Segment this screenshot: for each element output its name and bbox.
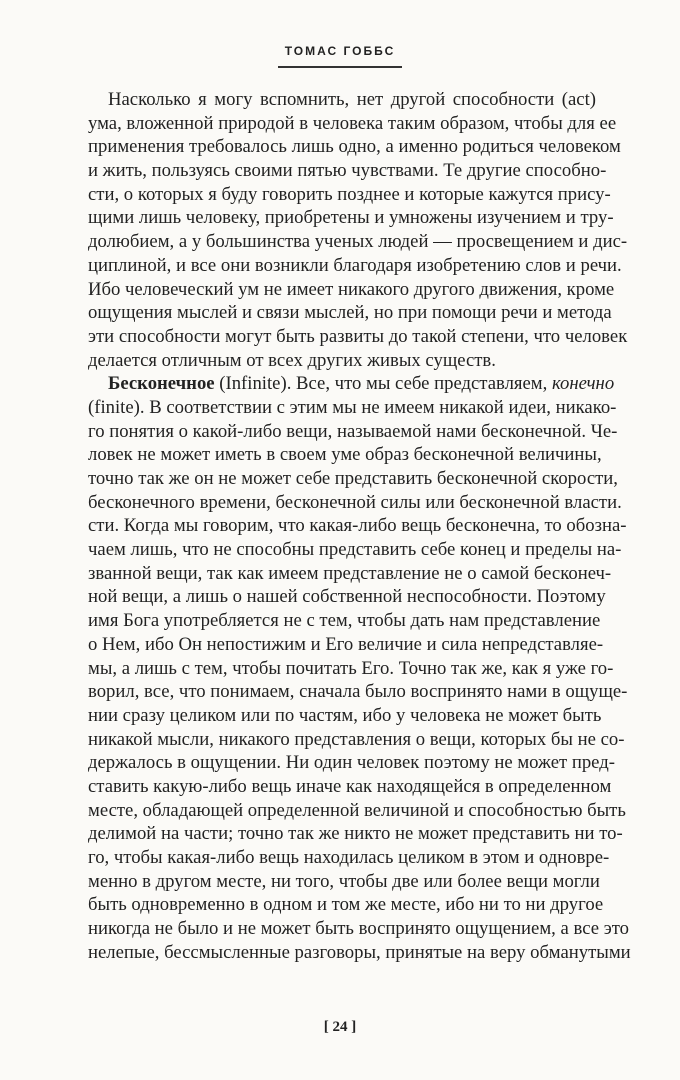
text-line: никогда не было и не может быть воспринято ощущением, а все это xyxy=(88,918,629,940)
text-line: званной вещи, так как имеем представление не о самой бесконеч- xyxy=(88,562,612,584)
paragraph-1 xyxy=(88,88,628,372)
text-line: сти, о которых я буду говорить позднее и которые кажутся прису- xyxy=(88,183,611,205)
text-line: долюбием, а у большинства ученых людей — просвещением и дис- xyxy=(88,231,628,253)
page-number: [ 24 ] xyxy=(323,1019,357,1035)
text-line: менно в другом месте, ни того, чтобы две или более вещи могли xyxy=(88,870,600,892)
text-line: о Нем, ибо Он непостижим и Его величие и сила непредставляе- xyxy=(88,633,604,655)
text-line: сти. Когда мы говорим, что какая-либо вещь бесконечна, то обозна- xyxy=(88,515,627,537)
italic-word: конечно xyxy=(551,373,615,395)
text-line: ворил, все, что понимаем, сначала было воспринято нами в ощуще- xyxy=(88,681,628,703)
running-header-author: ТОМАС ГОББС xyxy=(284,44,396,58)
text-line: ощущения мыслей и связи мыслей, но при помощи речи и метода xyxy=(88,302,612,324)
text-line: Насколько я могу вспомнить, нет другой способности (act) xyxy=(108,89,596,110)
text-line: нии сразу целиком или по частям, ибо у человека не может быть xyxy=(88,704,602,726)
text-line: го понятия о какой-либо вещи, называемой нами бесконечной. Че- xyxy=(88,420,618,442)
text-line: эти способности могут быть развиты до такой степени, что человек xyxy=(88,325,628,347)
text-line: го, чтобы какая-либо вещь находилась целиком в этом и одновре- xyxy=(88,847,610,868)
text-line: делимой на части; точно так же никто не может представить ни то- xyxy=(88,823,623,845)
text-line: Ибо человеческий ум не имеет никакого другого движения, кроме xyxy=(88,278,615,300)
text-line: (finite). В соответствии с этим мы не имеем никакой идеи, никако- xyxy=(88,396,617,418)
text-line: ловек не может иметь в своем уме образ бесконечной величины, xyxy=(88,444,602,466)
text-line: точно так же он не может себе представить бесконечной скорости, xyxy=(88,468,618,489)
text-line: делается отличным от всех других живых существ. xyxy=(88,349,496,371)
text-line: держалось в ощущении. Ни один человек поэтому не может пред- xyxy=(88,752,615,774)
header-rule xyxy=(278,66,402,68)
text-line: чаем лишь, что не способны представить себе конец и пределы на- xyxy=(88,539,622,561)
text-line: бесконечного времени, бесконечной силы или бесконечной власти. xyxy=(88,491,622,513)
text-line: быть одновременно в одном и том же месте, ибо ни то ни другое xyxy=(88,894,604,916)
text-line: ставить какую-либо вещь иначе как находящейся в определенном xyxy=(88,775,612,797)
text-line: ной вещи, а лишь о нашей собственной неспособности. Поэтому xyxy=(88,586,606,608)
text-line: щими лишь человеку, приобретены и умножены изучением и тру- xyxy=(88,207,614,229)
text-line-first xyxy=(88,372,615,396)
body-text xyxy=(88,88,631,964)
text-line: применения требовалось лишь одно, а именно родиться человеком xyxy=(88,136,621,158)
text-line: циплиной, и все они возникли благодаря изобретению слов и речи. xyxy=(88,254,622,276)
text-line: ума, вложенной природой в человека таким образом, чтобы для ее xyxy=(88,112,617,134)
text-line: нелепые, бессмысленные разговоры, принятые на веру обманутыми xyxy=(88,941,631,963)
paragraph-2 xyxy=(88,372,631,964)
text-line: месте, обладающей определенной величиной и способностью быть xyxy=(88,799,626,821)
text-fragment: (Infinite). Все, что мы себе представляем, xyxy=(214,373,552,395)
text-line: мы, а лишь с тем, чтобы почитать Его. Точно так же, как я уже го- xyxy=(88,657,614,679)
text-line: и жить, пользуясь своими пятью чувствами. Те другие способно- xyxy=(88,160,607,182)
text-line: никакой мысли, никакого представления о вещи, которых бы не со- xyxy=(88,728,625,750)
text-line: имя Бога употребляется не с тем, чтобы дать нам представление xyxy=(88,610,601,632)
term-heading: Бесконечное xyxy=(108,373,215,395)
